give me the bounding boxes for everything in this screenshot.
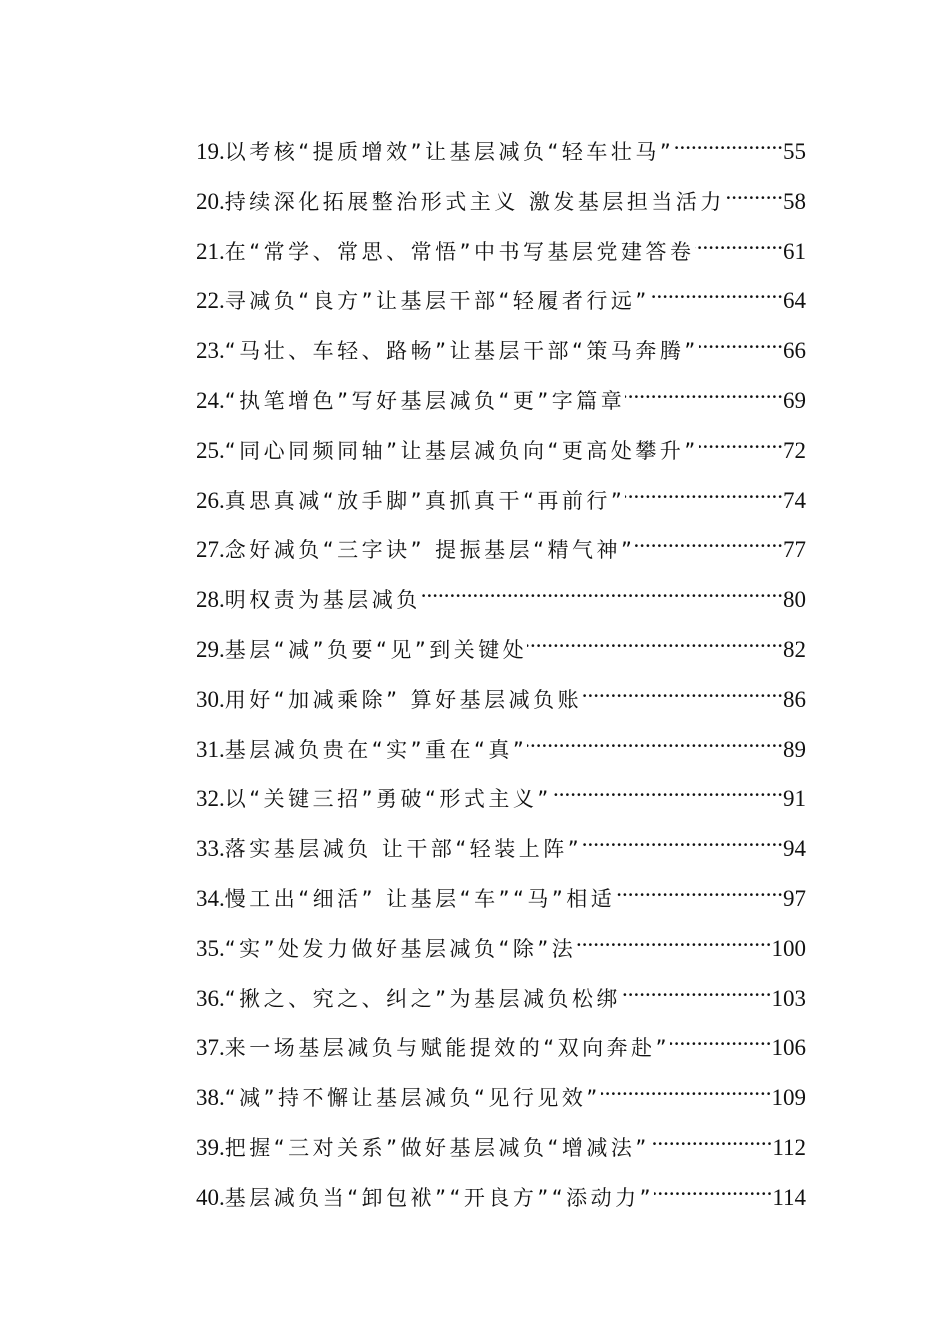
entry-title: 把握“三对关系”做好基层减负“增减法” (224, 1135, 650, 1160)
entry-number: 33. (196, 836, 225, 862)
entry-number: 30. (196, 686, 225, 712)
entry-number: 20. (196, 188, 225, 214)
entry-page-number: 89 (783, 736, 806, 762)
toc-entry[interactable] (196, 1077, 806, 1127)
entry-page-number: 80 (783, 587, 806, 613)
entry-page-number: 61 (783, 238, 806, 264)
dot-leader (650, 1133, 773, 1155)
toc-entry[interactable] (196, 928, 806, 978)
toc-entry[interactable] (196, 629, 806, 679)
entry-number: 34. (196, 885, 225, 911)
toc-entry[interactable] (196, 1177, 806, 1227)
toc-entry[interactable] (196, 729, 806, 779)
entry-page-number: 94 (783, 836, 806, 862)
toc-entry[interactable] (196, 1127, 806, 1177)
entry-number: 39. (196, 1134, 225, 1160)
toc-entry[interactable] (196, 231, 806, 281)
dot-leader (695, 237, 783, 259)
entry-title: “揪之、究之、纠之”为基层减负松绑 (224, 986, 622, 1011)
table-of-contents (196, 131, 806, 1227)
dot-leader (615, 884, 783, 906)
entry-number: 35. (196, 935, 225, 961)
toc-entry[interactable] (196, 330, 806, 380)
entry-page-number: 97 (783, 885, 806, 911)
entry-title: 在“常学、常思、常悟”中书写基层党建答卷 (224, 239, 695, 264)
entry-title: 慢工出“细活” 让基层“车”“马”相适 (224, 886, 616, 911)
entry-page-number: 64 (783, 288, 806, 314)
dot-leader (601, 1083, 772, 1105)
toc-entry[interactable] (196, 1027, 806, 1077)
toc-entry[interactable] (196, 828, 806, 878)
entry-number: 19. (196, 139, 225, 164)
entry-title: 明权责为基层减负 (224, 588, 421, 613)
toc-entry[interactable] (196, 480, 806, 530)
toc-entry[interactable] (196, 131, 806, 181)
dot-leader (674, 137, 783, 159)
dot-leader (527, 735, 783, 757)
dot-leader (576, 934, 771, 956)
entry-title: 以“关键三招”勇破“形式主义” (224, 787, 552, 812)
dot-leader (625, 486, 783, 508)
entry-page-number: 112 (772, 1134, 806, 1160)
entry-title: 基层“减”负要“见”到关键处 (224, 637, 528, 662)
dot-leader (527, 635, 783, 657)
entry-title: 持续深化拓展整治形式主义 激发基层担当活力 (224, 189, 725, 214)
toc-entry[interactable] (196, 778, 806, 828)
entry-page-number: 91 (783, 786, 806, 812)
entry-title: “减”持不懈让基层减负“见行见效” (224, 1086, 601, 1111)
entry-number: 40. (196, 1184, 225, 1210)
entry-title: 来一场基层减负与赋能提效的“双向奔赴” (224, 1036, 671, 1061)
entry-number: 27. (196, 537, 225, 563)
entry-title: 基层减负当“卸包袱”“开良方”“添动力” (224, 1185, 655, 1210)
entry-title: 寻减负“良方”让基层干部“轻履者行远” (224, 289, 650, 314)
entry-title: 用好“加减乘除” 算好基层减负账 (224, 687, 583, 712)
entry-number: 32. (196, 786, 225, 812)
toc-entry[interactable] (196, 878, 806, 928)
entry-title: 真思真减“放手脚”真抓真干“再前行” (224, 488, 626, 513)
entry-number: 25. (196, 437, 225, 463)
dot-leader (699, 436, 783, 458)
dot-leader (650, 286, 783, 308)
entry-title: 以考核“提质增效”让基层减负“轻车壮马” (224, 140, 675, 164)
entry-title: “实”处发力做好基层减负“除”法 (224, 936, 577, 961)
entry-number: 23. (196, 338, 225, 364)
entry-title: “马壮、车轻、路畅”让基层干部“策马奔腾” (224, 339, 699, 364)
entry-number: 22. (196, 288, 225, 314)
dot-leader (725, 187, 783, 209)
entry-page-number: 69 (783, 387, 806, 413)
entry-page-number: 74 (783, 487, 806, 513)
entry-page-number: 106 (771, 1035, 806, 1061)
toc-entry[interactable] (196, 529, 806, 579)
dot-leader (582, 685, 783, 707)
dot-leader (421, 585, 783, 607)
entry-title: “执笔增色”写好基层减负“更”字篇章 (224, 388, 626, 413)
entry-page-number: 86 (783, 686, 806, 712)
entry-number: 29. (196, 636, 225, 662)
entry-number: 31. (196, 736, 225, 762)
dot-leader (552, 784, 783, 806)
entry-title: “同心同频同轴”让基层减负向“更高处攀升” (224, 438, 699, 463)
entry-number: 21. (196, 238, 225, 264)
entry-page-number: 58 (783, 188, 806, 214)
entry-page-number: 82 (783, 636, 806, 662)
entry-number: 36. (196, 985, 225, 1011)
toc-entry[interactable] (196, 380, 806, 430)
dot-leader (670, 1033, 771, 1055)
toc-entry[interactable] (196, 579, 806, 629)
entry-number: 28. (196, 587, 225, 613)
entry-page-number: 72 (783, 437, 806, 463)
entry-page-number: 103 (771, 985, 806, 1011)
dot-leader (621, 984, 771, 1006)
entry-page-number: 114 (772, 1184, 806, 1210)
entry-page-number: 66 (783, 338, 806, 364)
dot-leader (635, 535, 783, 557)
entry-page-number: 100 (771, 935, 806, 961)
dot-leader (699, 336, 783, 358)
entry-number: 24. (196, 387, 225, 413)
dot-leader (582, 834, 783, 856)
entry-page-number: 55 (783, 139, 806, 164)
entry-title: 念好减负“三字诀” 提振基层“精气神” (224, 538, 636, 563)
dot-leader (654, 1183, 772, 1205)
entry-number: 37. (196, 1035, 225, 1061)
toc-entry[interactable] (196, 280, 806, 330)
toc-entry[interactable] (196, 679, 806, 729)
entry-page-number: 77 (783, 537, 806, 563)
toc-entry[interactable] (196, 181, 806, 231)
toc-entry[interactable] (196, 430, 806, 480)
entry-title: 基层减负贵在“实”重在“真” (224, 737, 528, 762)
dot-leader (625, 386, 783, 408)
toc-entry[interactable] (196, 978, 806, 1028)
entry-number: 38. (196, 1085, 225, 1111)
entry-number: 26. (196, 487, 225, 513)
entry-title: 落实基层减负 让干部“轻装上阵” (224, 837, 583, 862)
entry-page-number: 109 (771, 1085, 806, 1111)
